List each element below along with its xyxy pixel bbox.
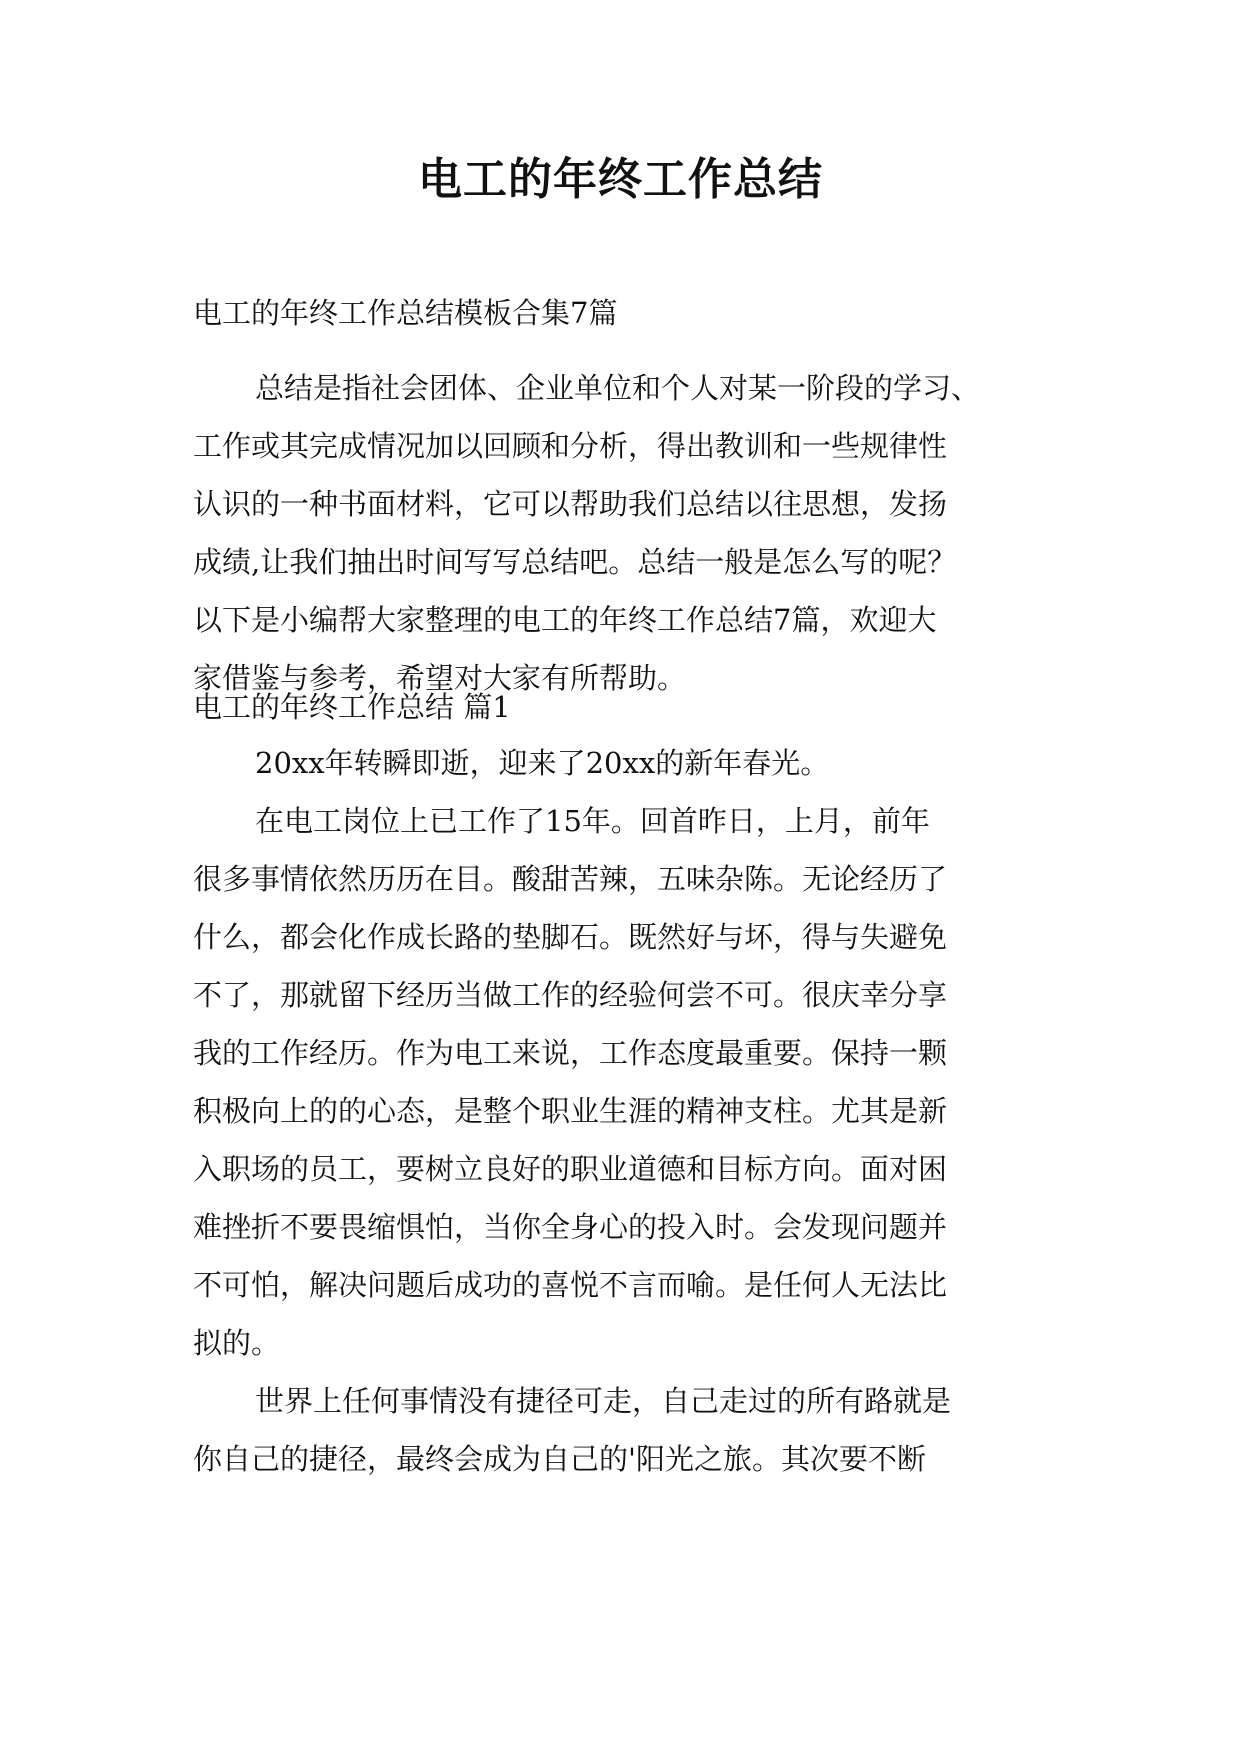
intro-paragraph [193,359,1053,707]
section-intro: 20xx年转瞬即逝，迎来了20xx的新年春光。 [255,746,830,780]
body-line: 难挫折不要畏缩惧怕，当你全身心的投入时。会发现问题并 [193,1210,948,1244]
closing-line: 你自己的捷径，最终会成为自己的'阳光之旅。其次要不断 [193,1442,926,1476]
body-line: 积极向上的的心态，是整个职业生涯的精神支柱。尤其是新 [193,1094,948,1128]
body-line: 我的工作经历。作为电工来说，工作态度最重要。保持一颗 [193,1036,948,1070]
body-line: 很多事情依然历历在目。酸甜苦辣，五味杂陈。无论经历了 [193,862,948,896]
intro-line: 以下是小编帮大家整理的电工的年终工作总结7篇，欢迎大 [193,603,937,637]
document-subtitle: 电工的年终工作总结模板合集7篇 [193,296,618,330]
body-paragraph [193,792,1053,1372]
intro-line: 工作或其完成情况加以回顾和分析，得出教训和一些规律性 [193,429,948,463]
body-line: 不了，那就留下经历当做工作的经验何尝不可。很庆幸分享 [193,978,948,1012]
intro-line: 成绩,让我们抽出时间写写总结吧。总结一般是怎么写的呢？ [193,545,957,579]
body-line: 不可怕，解决问题后成功的喜悦不言而喻。是任何人无法比 [193,1268,948,1302]
body-line: 在电工岗位上已工作了15年。回首昨日，上月，前年 [255,804,930,838]
section-intro-block [193,734,1053,792]
closing-paragraph [193,1372,1053,1488]
intro-line: 家借鉴与参考，希望对大家有所帮助。 [193,661,687,695]
section-heading: 电工的年终工作总结 篇1 [193,690,511,724]
closing-line: 世界上任何事情没有捷径可走，自己走过的所有路就是 [255,1384,952,1418]
body-line: 入职场的员工，要树立良好的职业道德和目标方向。面对困 [193,1152,948,1186]
body-line: 拟的。 [193,1326,281,1360]
document-title: 电工的年终工作总结 [418,154,823,205]
intro-line: 认识的一种书面材料，它可以帮助我们总结以往思想，发扬 [193,487,948,521]
section-heading-block [193,678,1053,736]
intro-line: 总结是指社会团体、企业单位和个人对某一阶段的学习、 [255,371,981,405]
body-line: 什么，都会化作成长路的垫脚石。既然好与坏，得与失避免 [193,920,948,954]
